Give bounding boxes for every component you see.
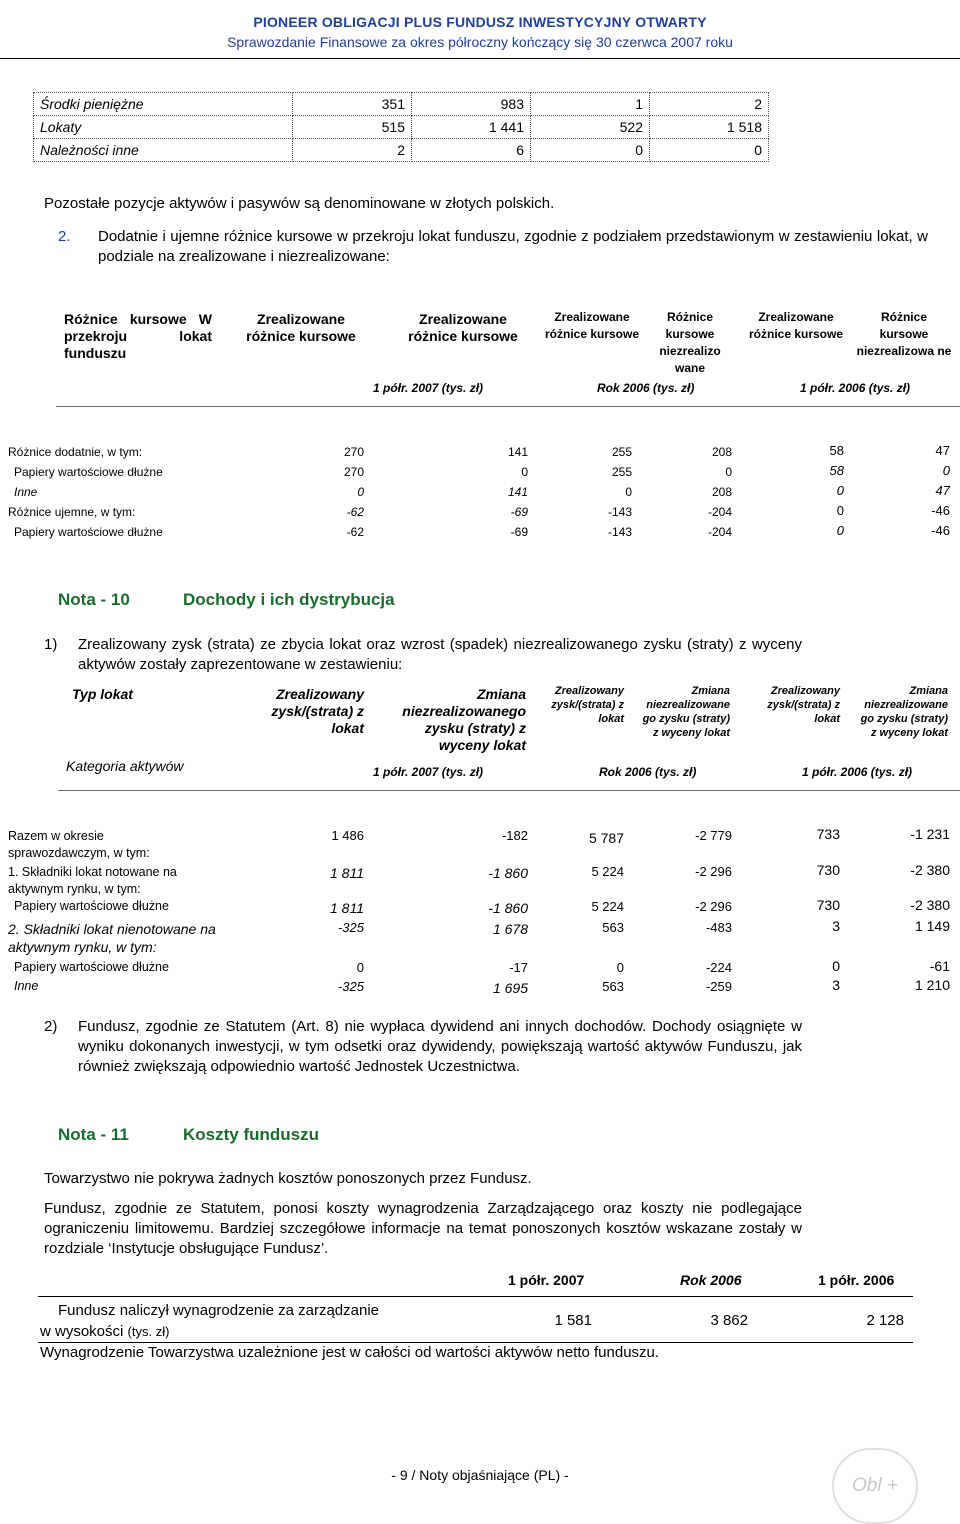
cell: 47 (935, 483, 950, 498)
row-label: Papiery wartościowe dłużne (14, 465, 163, 479)
inc-col5-header: Zrealizowany zysk/(strata) z lokat (767, 685, 840, 725)
cell: -46 (931, 523, 950, 538)
row-label: Lokaty (34, 116, 293, 139)
cell: 1 149 (914, 918, 950, 934)
kategoria-header: Kategoria aktywów (66, 758, 184, 774)
cell: -2 380 (910, 862, 950, 878)
nota10-title: Dochody i ich dystrybucja (183, 590, 395, 609)
cell: 515 (293, 116, 412, 139)
cell: -2 296 (695, 864, 732, 879)
cell: 270 (343, 445, 364, 459)
cell: 730 (816, 897, 840, 913)
cell: 563 (602, 920, 624, 935)
inc-col6-header: Zmiana niezrealizowane go zysku (straty) z wyceny lokat (860, 685, 948, 739)
fx-period-3: 1 półr. 2006 (tys. zł) (800, 381, 911, 395)
cell: 0 (357, 485, 364, 499)
nota10-label: Nota - 10 (58, 590, 130, 609)
cell: 1 210 (914, 977, 950, 993)
cell: 0 (836, 523, 844, 538)
point2-number: 2. (58, 228, 71, 245)
cost-period-2: Rok 2006 (680, 1272, 742, 1288)
stamp-logo: Obl + (832, 1448, 918, 1524)
cell: 0 (836, 483, 844, 498)
cell: -483 (705, 920, 732, 935)
cell: -62 (346, 525, 364, 539)
cost-row-label-2-text: w wysokości (40, 1323, 124, 1340)
cell: -62 (346, 505, 364, 519)
cell: -2 296 (695, 899, 732, 914)
nota10-p1-text: Zrealizowany zysk (strata) ze zbycia lokat oraz wzrost (spadek) niezrealizowanego zysku (straty) z wyceny aktywów zostały zaprezentowane w zestawieniu: (78, 636, 802, 673)
cell: -204 (707, 505, 732, 519)
fx-col5-header: Zrealizowane różnice kursowe (748, 310, 844, 341)
cell: 733 (816, 826, 840, 842)
cell: 6 (412, 139, 531, 162)
table-row (0, 465, 960, 483)
pln-note: Pozostałe pozycje aktywów i pasywów są denominowane w złotych polskich. (44, 195, 555, 212)
row-label: Inne (14, 485, 38, 499)
nota11-label: Nota - 11 (58, 1125, 129, 1144)
cell: -69 (510, 505, 528, 519)
cell: -61 (929, 958, 950, 974)
cell: 2 (293, 139, 412, 162)
cell: 0 (836, 503, 844, 518)
cell: 1 486 (331, 828, 364, 843)
cell: 0 (832, 958, 840, 974)
fx-col3-header: Zrealizowane różnice kursowe (544, 310, 640, 341)
fx-header-rule (56, 406, 960, 407)
cost-footer-text: Wynagrodzenie Towarzystwa uzależnione jest w całości od wartości aktywów netto funduszu. (40, 1344, 660, 1361)
cell: 0 (616, 960, 624, 975)
cost-row-label-2 (40, 1323, 169, 1340)
inc-col1-header: Zrealizowany zysk/(strata) z lokat (271, 686, 364, 736)
point2-text: Dodatnie i ujemne różnice kursowe w przekroju lokat funduszu, zgodnie z podziałem przedstawionym w zestawieniu lokat, w podziale na zrealizowane i niezrealizowane: (98, 228, 928, 265)
fx-period-2: Rok 2006 (tys. zł) (597, 381, 695, 395)
nota11-title: Koszty funduszu (183, 1125, 319, 1144)
nota10-p2-text: Fundusz, zgodnie ze Statutem (Art. 8) nie wypłaca dywidend ani innych dochodów. Dochody osiągnięte w wyniku dokonanych inwestycji, w tym odsetki oraz dywidendy, powiększają wartość aktywów Funduszu, jak również zwiększają odpowiednio wartość Jednostek Uczestnictwa. (78, 1018, 802, 1075)
fx-col2-header: Zrealizowane różnice kursowe (408, 311, 518, 344)
cell: -1 860 (488, 900, 528, 916)
cell: 141 (507, 445, 528, 459)
report-title: Sprawozdanie Finansowe za okres półroczny kończący się 30 czerwca 2007 roku (227, 34, 733, 50)
cell: -259 (705, 979, 732, 994)
cell: -2 779 (695, 828, 732, 843)
cell: 1 678 (492, 921, 528, 937)
cost-period-3: 1 półr. 2006 (818, 1272, 895, 1288)
cell: -325 (337, 979, 364, 994)
inc-period-1: 1 półr. 2007 (tys. zł) (373, 765, 484, 779)
cell: 1 518 (650, 116, 769, 139)
inc-period-2: Rok 2006 (tys. zł) (599, 765, 697, 779)
row-label: Papiery wartościowe dłużne (14, 899, 169, 913)
inc-period-3: 1 półr. 2006 (tys. zł) (802, 765, 913, 779)
inc-col4-header: Zmiana niezrealizowane go zysku (straty) z wyceny lokat (642, 685, 730, 739)
page-footer: - 9 / Noty objaśniające (PL) - (391, 1467, 569, 1483)
cell: 3 (832, 918, 840, 934)
cell: 0 (521, 465, 528, 479)
table-row (0, 525, 960, 543)
cell: 0 (531, 139, 650, 162)
row-label: Środki pieniężne (34, 93, 293, 116)
cell: -224 (705, 960, 732, 975)
cell: 58 (829, 443, 844, 458)
cell: 58 (829, 463, 844, 478)
nota11-p2: Fundusz, zgodnie ze Statutem, ponosi koszty wynagrodzenia Zarządzającego oraz koszty nie podlegające ograniczeniu limitowemu. Bardziej szczegółowe informacje na temat ponoszonych kosztów wskazane zostały w rozdziale ‘Instytucje obsługujące Fundusz’. (44, 1200, 802, 1257)
cell: 522 (531, 116, 650, 139)
cell: -1 860 (488, 865, 528, 881)
cell: -1 231 (910, 826, 950, 842)
cell: 208 (711, 445, 732, 459)
cell: -2 380 (910, 897, 950, 913)
row-label: Inne (14, 979, 39, 993)
cell: 141 (507, 485, 528, 499)
cell: 5 224 (591, 864, 624, 879)
cell: 730 (816, 862, 840, 878)
nota10-p1-number: 1) (44, 636, 58, 653)
cell: -143 (607, 505, 632, 519)
cost-row-unit: (tys. zł) (127, 1324, 170, 1339)
cost-value-1: 1 581 (554, 1312, 592, 1329)
fx-col4-header: Różnice kursowe niezrealizo wane (659, 310, 721, 375)
cell: 5 787 (588, 830, 624, 846)
cell: -69 (510, 525, 528, 539)
cost-row-rule (38, 1342, 913, 1343)
cell: 1 441 (412, 116, 531, 139)
row-label: 2. Składniki lokat nienotowane na aktywnym rynku, w tym: (8, 921, 216, 955)
cell: -46 (931, 503, 950, 518)
currency-table (33, 92, 769, 162)
cell: 2 (650, 93, 769, 116)
cell: 5 224 (591, 899, 624, 914)
table-row (0, 485, 960, 503)
cell: 0 (725, 465, 732, 479)
cell: 255 (611, 445, 632, 459)
cell: -143 (607, 525, 632, 539)
cell: 1 811 (330, 900, 364, 916)
cell: 208 (711, 485, 732, 499)
fx-period-1: 1 półr. 2007 (tys. zł) (373, 381, 484, 395)
row-label: Różnice dodatnie, w tym: (8, 445, 143, 459)
table-row (0, 445, 960, 463)
inc-col3-header: Zrealizowany zysk/(strata) z lokat (551, 685, 624, 725)
header-rule (0, 58, 960, 59)
cell: 1 811 (330, 865, 364, 881)
nota10-p2-number: 2) (44, 1018, 58, 1035)
cost-header-rule (38, 1296, 913, 1297)
cost-value-3: 2 128 (866, 1312, 904, 1329)
fund-name: PIONEER OBLIGACJI PLUS FUNDUSZ INWESTYCYJNY OTWARTY (253, 14, 707, 30)
cost-row-label-1: Fundusz naliczył wynagrodzenie za zarządzanie (58, 1302, 380, 1319)
cost-value-2: 3 862 (710, 1312, 748, 1329)
cell: 3 (832, 977, 840, 993)
row-label: Razem w okresie sprawozdawczym, w tym: (8, 829, 150, 860)
cell: 0 (942, 463, 950, 478)
cell: 563 (602, 979, 624, 994)
table-row (34, 116, 769, 139)
typ-lokat-header: Typ lokat (72, 686, 133, 702)
inc-header-rule (58, 790, 960, 791)
nota11-p1: Towarzystwo nie pokrywa żadnych kosztów ponoszonych przez Fundusz. (44, 1170, 532, 1187)
row-label: Papiery wartościowe dłużne (14, 960, 169, 974)
row-label: Różnice ujemne, w tym: (8, 505, 136, 519)
cell: -17 (509, 960, 528, 975)
cost-period-1: 1 półr. 2007 (508, 1272, 585, 1288)
cell: 0 (650, 139, 769, 162)
fx-col0-header: Różnice kursowe W przekroju lokat funduszu (64, 311, 212, 361)
table-row (34, 139, 769, 162)
cell: 1 (531, 93, 650, 116)
inc-col2-header: Zmiana niezrealizowanego zysku (straty) z wyceny lokat (402, 686, 526, 753)
row-label: 1. Składniki lokat notowane na aktywnym rynku, w tym: (8, 865, 177, 896)
row-label: Należności inne (34, 139, 293, 162)
fx-col1-header: Zrealizowane różnice kursowe (246, 311, 356, 344)
cell: 255 (611, 465, 632, 479)
cell: -182 (501, 828, 528, 843)
table-row (0, 505, 960, 523)
table-row (34, 93, 769, 116)
cell: -204 (707, 525, 732, 539)
cell: 47 (935, 443, 950, 458)
cell: 351 (293, 93, 412, 116)
cell: -325 (337, 920, 364, 935)
row-label: Papiery wartościowe dłużne (14, 525, 163, 539)
cell: 1 695 (492, 980, 528, 996)
cell: 983 (412, 93, 531, 116)
cell: 0 (625, 485, 632, 499)
cell: 270 (343, 465, 364, 479)
fx-col6-header: Różnice kursowe niezrealizowa ne (856, 310, 952, 358)
cell: 0 (356, 960, 364, 975)
